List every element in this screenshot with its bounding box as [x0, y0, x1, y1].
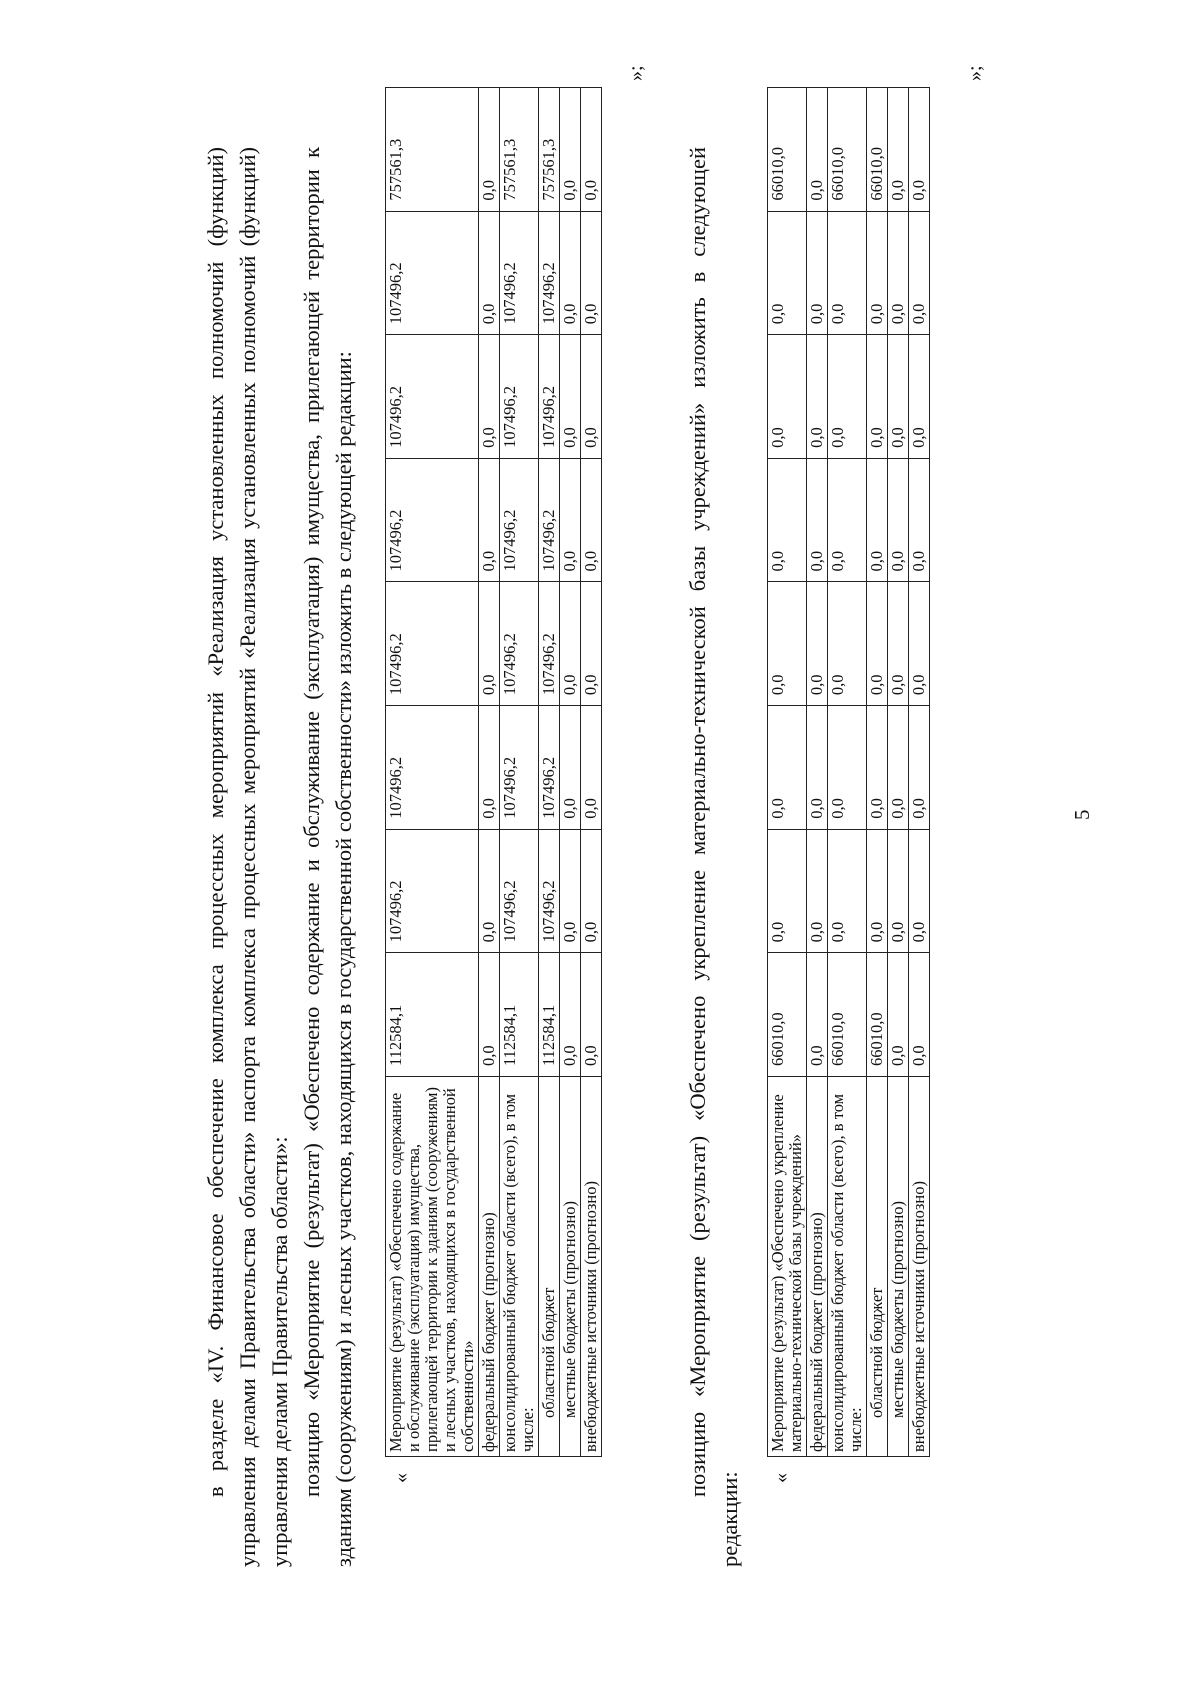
value-cell: 0,0 — [807, 706, 828, 830]
table-row — [560, 88, 581, 1457]
row-label: консолидированный бюджет области (всего), в том числе: — [828, 1077, 867, 1457]
value-cell: 107496,2 — [386, 582, 479, 706]
value-cell: 0,0 — [807, 458, 828, 582]
value-cell: 0,0 — [867, 582, 888, 706]
value-cell: 0,0 — [479, 706, 500, 830]
value-cell: 0,0 — [807, 335, 828, 459]
value-cell: 0,0 — [867, 458, 888, 582]
table-row — [539, 88, 560, 1457]
value-cell: 0,0 — [581, 706, 602, 830]
value-cell: 0,0 — [479, 582, 500, 706]
value-cell: 0,0 — [888, 582, 909, 706]
value-cell: 0,0 — [909, 953, 930, 1077]
value-cell: 0,0 — [828, 458, 867, 582]
paragraph-3: позицию «Мероприятие (результат) «Обеспечено укрепление материально-технической базы учреждений» изложить в следующей редакции: — [685, 147, 742, 1567]
value-cell: 0,0 — [581, 335, 602, 459]
quote-close-2: »; — [964, 65, 986, 81]
value-cell: 66010,0 — [828, 953, 867, 1077]
page-number: 5 — [1070, 809, 1094, 820]
table-1-body — [386, 88, 602, 1457]
value-cell: 0,0 — [768, 458, 807, 582]
value-cell: 0,0 — [888, 706, 909, 830]
table-row — [828, 88, 867, 1457]
middle-text — [682, 147, 746, 1567]
row-label: областной бюджет — [539, 1077, 560, 1457]
value-cell: 0,0 — [807, 211, 828, 335]
quote-close: »; — [625, 65, 647, 81]
value-cell: 0,0 — [867, 211, 888, 335]
row-label: внебюджетные источники (прогнозно) — [909, 1077, 930, 1457]
value-cell: 107496,2 — [500, 706, 539, 830]
value-cell: 0,0 — [888, 829, 909, 953]
value-cell: 66010,0 — [828, 88, 867, 212]
value-cell: 0,0 — [888, 953, 909, 1077]
value-cell: 112584,1 — [539, 953, 560, 1077]
value-cell: 0,0 — [888, 88, 909, 212]
value-cell: 107496,2 — [500, 335, 539, 459]
value-cell: 107496,2 — [539, 458, 560, 582]
value-cell: 107496,2 — [386, 335, 479, 459]
value-cell: 107496,2 — [539, 582, 560, 706]
value-cell: 0,0 — [581, 829, 602, 953]
value-cell: 0,0 — [909, 582, 930, 706]
value-cell: 107496,2 — [386, 458, 479, 582]
quote-open: « — [390, 1473, 412, 1483]
quote-open-2: « — [770, 1473, 792, 1483]
value-cell: 107496,2 — [500, 829, 539, 953]
value-cell: 0,0 — [581, 211, 602, 335]
row-label: Мероприятие (результат) «Обеспечено содержание и обслуживание (эксплуатация) имущества, прилегающей территории к зданиям (сооружениям) и лесных участков, находящихся в государственной собственности» — [386, 1077, 479, 1457]
value-cell: 0,0 — [807, 953, 828, 1077]
value-cell: 0,0 — [828, 706, 867, 830]
table-row — [867, 88, 888, 1457]
row-label: федеральный бюджет (прогнозно) — [807, 1077, 828, 1457]
value-cell: 0,0 — [479, 829, 500, 953]
value-cell: 0,0 — [888, 211, 909, 335]
value-cell: 0,0 — [888, 458, 909, 582]
value-cell: 66010,0 — [768, 953, 807, 1077]
value-cell: 0,0 — [768, 335, 807, 459]
value-cell: 0,0 — [807, 582, 828, 706]
value-cell: 0,0 — [909, 706, 930, 830]
value-cell: 0,0 — [888, 335, 909, 459]
value-cell: 0,0 — [867, 706, 888, 830]
row-label: внебюджетные источники (прогнозно) — [581, 1077, 602, 1457]
value-cell: 0,0 — [828, 829, 867, 953]
value-cell: 107496,2 — [539, 335, 560, 459]
value-cell: 107496,2 — [386, 829, 479, 953]
value-cell: 0,0 — [560, 706, 581, 830]
value-cell: 0,0 — [479, 953, 500, 1077]
row-label: федеральный бюджет (прогнозно) — [479, 1077, 500, 1457]
value-cell: 107496,2 — [539, 211, 560, 335]
value-cell: 107496,2 — [500, 211, 539, 335]
table-1 — [385, 87, 602, 1457]
table-row — [386, 88, 479, 1457]
value-cell: 0,0 — [479, 335, 500, 459]
value-cell: 0,0 — [479, 211, 500, 335]
value-cell: 0,0 — [909, 829, 930, 953]
value-cell: 112584,1 — [386, 953, 479, 1077]
value-cell: 0,0 — [828, 335, 867, 459]
table-row — [768, 88, 807, 1457]
value-cell: 0,0 — [560, 88, 581, 212]
value-cell: 757561,3 — [539, 88, 560, 212]
row-label: местные бюджеты (прогнозно) — [560, 1077, 581, 1457]
value-cell: 0,0 — [828, 211, 867, 335]
value-cell: 0,0 — [560, 582, 581, 706]
row-label: консолидированный бюджет области (всего), в том числе: — [500, 1077, 539, 1457]
value-cell: 107496,2 — [500, 582, 539, 706]
value-cell: 0,0 — [479, 88, 500, 212]
table-row — [807, 88, 828, 1457]
table-row — [479, 88, 500, 1457]
value-cell: 0,0 — [768, 211, 807, 335]
value-cell: 0,0 — [807, 829, 828, 953]
table-2 — [767, 87, 930, 1457]
value-cell: 0,0 — [560, 335, 581, 459]
value-cell: 112584,1 — [500, 953, 539, 1077]
value-cell: 0,0 — [581, 953, 602, 1077]
value-cell: 0,0 — [909, 88, 930, 212]
value-cell: 0,0 — [581, 88, 602, 212]
value-cell: 0,0 — [479, 458, 500, 582]
table-2-body — [768, 88, 930, 1457]
value-cell: 0,0 — [807, 88, 828, 212]
value-cell: 0,0 — [560, 458, 581, 582]
value-cell: 0,0 — [828, 582, 867, 706]
row-label: Мероприятие (результат) «Обеспечено укрепление материально-технической базы учреждений» — [768, 1077, 807, 1457]
value-cell: 66010,0 — [768, 88, 807, 212]
value-cell: 0,0 — [909, 335, 930, 459]
value-cell: 0,0 — [560, 829, 581, 953]
value-cell: 757561,3 — [500, 88, 539, 212]
paragraph-1: в разделе «IV. Финансовое обеспечение комплекса процессных мероприятий «Реализация установленных полномочий (функций) управления делами Правительства области» паспорта комплекса процессных мероприятий «Реализация установленных полномочий (функций) управления делами Правительства области»: — [203, 147, 292, 1567]
intro-text — [200, 147, 360, 1567]
value-cell: 66010,0 — [867, 88, 888, 212]
value-cell: 0,0 — [909, 211, 930, 335]
value-cell: 0,0 — [560, 211, 581, 335]
value-cell: 0,0 — [581, 458, 602, 582]
table-row — [581, 88, 602, 1457]
value-cell: 107496,2 — [386, 706, 479, 830]
value-cell: 107496,2 — [500, 458, 539, 582]
value-cell: 0,0 — [867, 335, 888, 459]
row-label: местные бюджеты (прогнозно) — [888, 1077, 909, 1457]
value-cell: 0,0 — [581, 582, 602, 706]
table-row — [500, 88, 539, 1457]
value-cell: 757561,3 — [386, 88, 479, 212]
table-row — [888, 88, 909, 1457]
value-cell: 0,0 — [768, 706, 807, 830]
value-cell: 107496,2 — [539, 706, 560, 830]
value-cell: 0,0 — [768, 829, 807, 953]
value-cell: 0,0 — [768, 582, 807, 706]
row-label: областной бюджет — [867, 1077, 888, 1457]
value-cell: 0,0 — [867, 829, 888, 953]
value-cell: 66010,0 — [867, 953, 888, 1077]
value-cell: 0,0 — [560, 953, 581, 1077]
value-cell: 107496,2 — [539, 829, 560, 953]
value-cell: 107496,2 — [386, 211, 479, 335]
paragraph-2: позицию «Мероприятие (результат) «Обеспечено содержание и обслуживание (эксплуатация) имущества, прилегающей территории к зданиям (сооружениям) и лесных участков, находящихся в государственной собственности» изложить в следующей редакции: — [299, 147, 356, 1567]
table-row — [909, 88, 930, 1457]
value-cell: 0,0 — [909, 458, 930, 582]
